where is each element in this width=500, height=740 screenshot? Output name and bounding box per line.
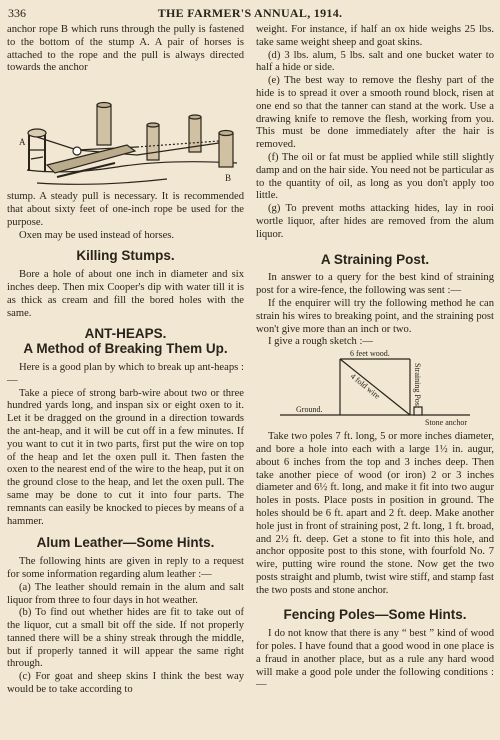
svg-text:B: B — [225, 173, 232, 184]
ant-heaps-heading: ANT-HEAPS. — [84, 326, 167, 342]
alum-hint-g: (g) To prevent moths attacking hides, lay in rooi wortle liquor, after hides are removed from the alum liquor. — [256, 203, 494, 240]
running-title: THE FARMER'S ANNUAL, 1914. — [157, 6, 343, 20]
oxen-paragraph: Oxen may be used instead of horses. — [19, 229, 175, 241]
svg-text:A: A — [19, 137, 26, 148]
diagram-ground-label: Ground. — [296, 405, 323, 415]
right-column — [256, 24, 494, 692]
alum-hint-d: (d) 3 lbs. alum, 5 lbs. salt and one bucket water to half a hide or side. — [256, 49, 494, 74]
ant-heaps-intro: Here is a good plan by which to break up ant-heaps :— — [7, 361, 244, 386]
ant-heaps-subheading: A Method of Breaking Them Up. — [23, 341, 228, 357]
left-column — [7, 24, 244, 697]
diagram-post-label: Straining Post — [413, 363, 422, 409]
straining-post-diagram — [270, 349, 480, 431]
page-number: 336 — [8, 6, 26, 20]
straining-instructions: Take two poles 7 ft. long, 5 or more inches diameter, and bore a hole into each with a large 1½ in. augur, about 6 inches from the top and 3 inches deep. Then take another piece of wood (or iron) 2 or 3 inches diameter and 6½ ft. long, and make it fit into two augur holes in posts. Place posts in position in ground. The holes should be 6 ft. apart and 2 ft. deep. Make another hole just in front of straining post, 2 ft. long, 1 ft. broad, and 2½ ft. deep. Get a stone to fit into this hole, and anchor opposite post to this stone, with fourfold No. 7 wire, putting wire round the stone. Now get the two posts straight and plumb, twist wire stiff, and stamp fast the two posts and stone anchor. — [256, 431, 494, 596]
alum-continuation: weight. For instance, if half an ox hide weighs 25 lbs. take same weight sheep and goat skins. — [256, 24, 494, 48]
alum-intro: The following hints are given in reply to a request for some information regarding alum leather :— — [7, 556, 244, 580]
alum-hint-a: (a) The leather should remain in the alum and salt liquor from three to four days in hot weather. — [7, 581, 244, 606]
killing-stumps-paragraph: Bore a hole of about one inch in diameter and six inches deep. Then mix Cooper's dip with water till it is as thick as cream and fill the bored holes with the same. — [7, 269, 244, 319]
intro-paragraph: anchor rope B which runs through the pully is fastened to the bottom of the stump A. A pair of horses is attached to the rope and the pull is always directed towards the anchor — [7, 24, 244, 74]
diagram-wire-label: 4 fold wire — [348, 371, 382, 401]
fencing-poles-paragraph: I do not know that there is any “ best ” kind of wood for poles. I have found that a good wood in one place is a fraud in another place, but as a rule any hard wood will make a good pole under the following conditions :— — [256, 628, 494, 691]
straining-sketch-intro: I give a rough sketch :— — [268, 336, 374, 348]
alum-hint-e: (e) The best way to remove the fleshy part of the hide is to spread it over a smooth round block, risen at one end so that the tanner can stand at the work. Use a drawing knife to remove the flesh, working from you. This must be done immediately after the hair is removed. — [256, 75, 494, 151]
ant-heaps-method: Take a piece of strong barb-wire about two or three hundred yards long, and inspan six or eight oxen to it. Let it be dragged on the ground in a direction towards the ant-heap, and it will be cut off in a few minutes. If you want to cut it in two parts, first put the wire on top of the heap and let the oxen pull it. Then fasten the oxen to the nearest end of the wire to the heap, put it on the ground close to the heap, and let the oxen pull. The same may be done to cut it into four parts. The remnants can easily be knocked to pieces by means of a hammer. — [7, 387, 244, 527]
page-header — [8, 6, 492, 22]
after-illustration-paragraph: stump. A steady pull is necessary. It is recommended that about sixty feet of one-inch rope be used for the purpose. — [7, 191, 244, 228]
straining-method: If the enquirer will try the following method he can strain his wires to breaking point, and the straining post won't give more than an inch or two. — [256, 297, 494, 335]
alum-leather-heading: Alum Leather—Some Hints. — [36, 535, 215, 551]
alum-hint-c: (c) For goat and sheep skins I think the best way would be to take according to — [7, 671, 244, 696]
stump-pulling-illustration — [7, 75, 244, 191]
straining-post-heading: A Straining Post. — [320, 251, 430, 267]
alum-hint-b: (b) To find out whether hides are fit to take out of the liquor, cut a small bit off the side. If not properly tanned there will be a shiny streak through the middle, but if properly tanned it will appear the same right through. — [7, 607, 244, 670]
fencing-poles-heading: Fencing Poles—Some Hints. — [283, 607, 467, 623]
straining-intro: In answer to a query for the best kind of straining post for a wire-fence, the following was sent :— — [256, 272, 494, 297]
diagram-anchor-label: Stone anchor — [425, 418, 467, 428]
diagram-wood-label: 6 feet wood. — [350, 349, 390, 359]
alum-hint-f: (f) The oil or fat must be applied while still slightly damp and on the hair side. You need not be particular as to the quantity of oil, as long as you don't apply too little. — [256, 151, 494, 202]
killing-stumps-heading: Killing Stumps. — [76, 248, 175, 264]
